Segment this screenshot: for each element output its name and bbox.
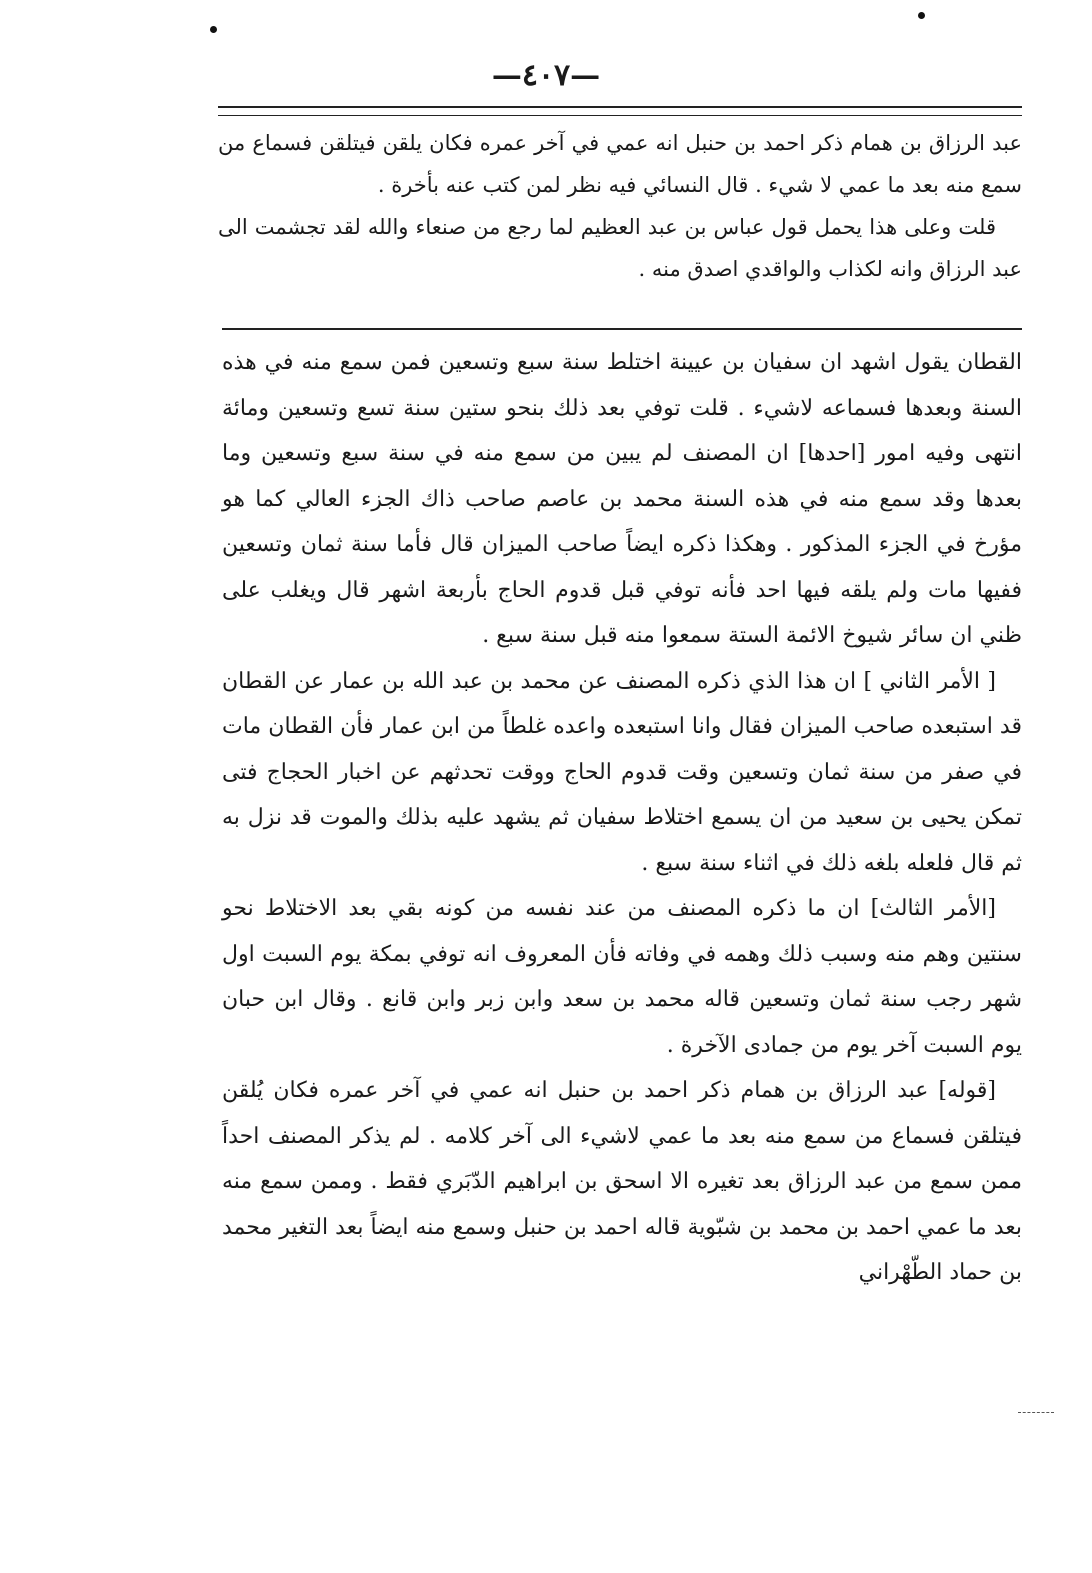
ink-speck [918,12,925,19]
header-rule [218,106,1022,116]
body-paragraph: [قوله] عبد الرزاق بن همام ذكر احمد بن حنبل انه عمي في آخر عمره فكان يُلقن فيتلقن فسماع من سمع منه بعد ما عمي لاشيء الى آخر كلامه . لم يذكر المصنف احداً ممن سمع من عبد الرزاق بعد تغيره الا اسحق بن ابراهيم الدّبَري فقط . وممن سمع منه بعد ما عمي احمد بن محمد بن شبّوية قاله احمد بن حنبل وسمع منه ايضاً بعد التغير محمد بن حماد الطّهْراني [222,1078,1022,1285]
margin-dash-mark [1018,1412,1054,1413]
footnote-paragraph: عبد الرزاق بن همام ذكر احمد بن حنبل انه عمي في آخر عمره فكان يلقن فيتلقن فسماع من سمع منه بعد ما عمي لا شيء . قال النسائي فيه نظر لمن كتب عنه بأخرة . [218,131,1022,197]
page-number: —٤٠٧— [491,58,601,93]
section-divider [222,328,1022,330]
ink-speck [210,26,217,33]
footnote-paragraph: قلت وعلى هذا يحمل قول عباس بن عبد العظيم لما رجع من صنعاء والله لقد تجشمت الى عبد الرزاق وانه لكذاب والواقدي اصدق منه . [218,215,1022,281]
main-text [222,340,1022,1296]
body-paragraph: [الأمر الثالث] ان ما ذكره المصنف من عند نفسه من كونه بقي بعد الاختلاط نحو سنتين وهم منه وسبب ذلك وهمه في وفاته فأن المعروف انه توفي بمكة يوم السبت اول شهر رجب سنة ثمان وتسعين قاله محمد بن سعد وابن زبر وابن قانع . وقال ابن حبان يوم السبت آخر يوم من جمادى الآخرة . [222,896,1022,1058]
body-paragraph: القطان يقول اشهد ان سفيان بن عيينة اختلط سنة سبع وتسعين فمن سمع منه في هذه السنة وبعدها فسماعه لاشيء . قلت توفي بعد ذلك بنحو ستين سنة تسع وتسعين ومائة انتهى وفيه امور [احدها] ان المصنف لم يبين من سمع منه في سنة سبع وتسعين وما بعدها وقد سمع منه في هذه السنة محمد بن عاصم صاحب ذاك الجزء العالي كما هو مؤرخ في الجزء المذكور . وهكذا ذكره ايضاً صاحب الميزان قال فأما سنة ثمان وتسعين ففيها مات ولم يلقه فيها احد فأنه توفي قبل قدوم الحاج بأربعة اشهر قال ويغلب على ظني ان سائر شيوخ الائمة الستة سمعوا منه قبل سنة سبع . [222,350,1022,648]
body-paragraph: [ الأمر الثاني ] ان هذا الذي ذكره المصنف عن محمد بن عبد الله بن عمار عن القطان قد استبعده صاحب الميزان فقال وانا استبعده واعده غلطاً من ابن عمار فأن القطان مات في صفر من سنة ثمان وتسعين وقت قدوم الحاج ووقت تحدثهم عن اخبار الحجاج فتى تمكن يحيى بن سعيد من ان يسمع اختلاط سفيان ثم يشهد عليه بذلك والموت قد نزل به ثم قال فلعله بلغه ذلك في اثناء سنة سبع . [222,668,1022,876]
footnote-section [218,122,1022,290]
